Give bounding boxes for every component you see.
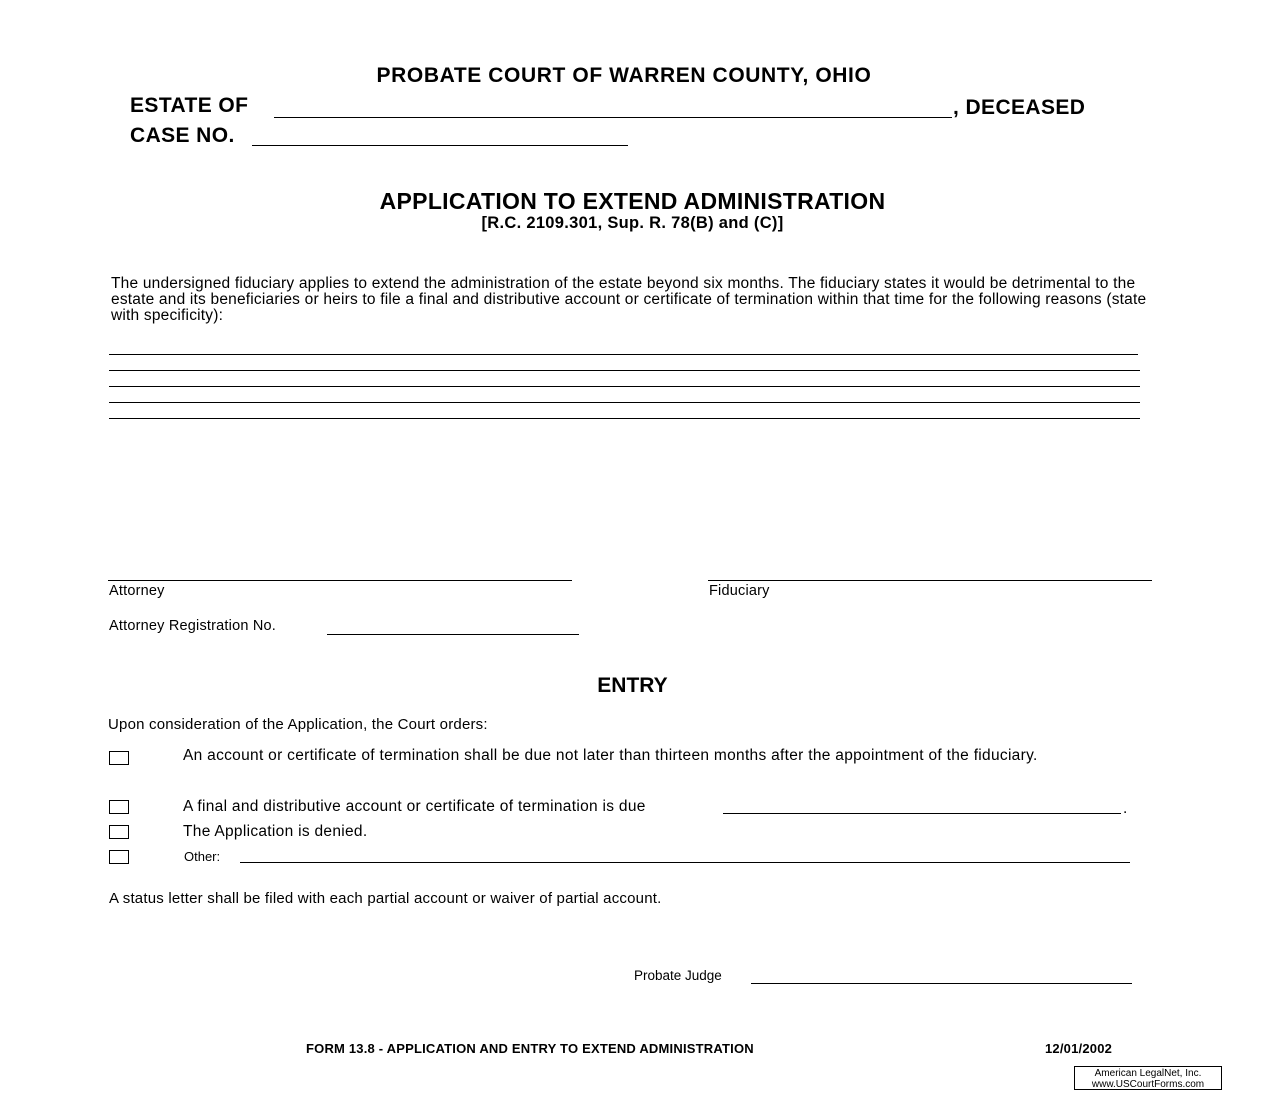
fiduciary-label: Fiduciary (709, 583, 770, 599)
stamp-website: www.USCourtForms.com (1091, 1079, 1205, 1090)
final-account-due-date-field[interactable] (723, 813, 1121, 814)
form-title: FORM 13.8 - APPLICATION AND ENTRY TO EXTEND ADMINISTRATION (306, 1041, 754, 1056)
option-other-label: Other: (184, 849, 221, 864)
option-other-checkbox[interactable] (109, 850, 129, 864)
reason-line-5[interactable] (109, 418, 1140, 419)
legalnet-stamp (1074, 1066, 1222, 1090)
application-citation: [R.C. 2109.301, Sup. R. 78(B) and (C)] (481, 214, 784, 232)
option-denied-checkbox[interactable] (109, 825, 129, 839)
option-thirteen-months-text: An account or certificate of termination shall be due not later than thirteen months after the appointment of the fiduciary. (183, 747, 1038, 764)
reason-line-4[interactable] (109, 402, 1140, 403)
status-letter-text: A status letter shall be filed with each partial account or waiver of partial account. (109, 890, 662, 907)
reason-line-2[interactable] (109, 370, 1140, 371)
entry-intro: Upon consideration of the Application, the Court orders: (108, 716, 488, 733)
probate-judge-label: Probate Judge (634, 968, 722, 983)
final-account-period: . (1123, 800, 1128, 817)
option-final-account-text: A final and distributive account or certificate of termination is due (183, 798, 646, 815)
reason-line-3[interactable] (109, 386, 1140, 387)
attorney-registration-field[interactable] (327, 634, 579, 635)
application-intro: The undersigned fiduciary applies to extend the administration of the estate beyond six months. The fiduciary states it would be detrimental to the estate and its beneficiaries or heirs to file a final and distributive account or certificate of termination within that time for the following reasons (state with specificity): (111, 275, 1147, 324)
court-title: PROBATE COURT OF WARREN COUNTY, OHIO (376, 64, 872, 87)
application-title: APPLICATION TO EXTEND ADMINISTRATION (379, 188, 886, 214)
option-final-account-checkbox[interactable] (109, 800, 129, 814)
probate-judge-signature-line[interactable] (751, 983, 1132, 984)
deceased-label: , DECEASED (953, 96, 1086, 119)
form-date: 12/01/2002 (1045, 1041, 1113, 1056)
stamp-company: American LegalNet, Inc. (1094, 1068, 1202, 1079)
attorney-registration-label: Attorney Registration No. (109, 618, 276, 634)
case-number-label: CASE NO. (130, 124, 235, 147)
case-number-field[interactable] (252, 145, 628, 146)
estate-label: ESTATE OF (130, 94, 249, 117)
attorney-signature-line[interactable] (108, 580, 572, 581)
estate-name-field[interactable] (274, 117, 952, 118)
reason-line-1[interactable] (109, 354, 1138, 355)
option-thirteen-months-checkbox[interactable] (109, 751, 129, 765)
fiduciary-signature-line[interactable] (708, 580, 1152, 581)
attorney-label: Attorney (109, 583, 165, 599)
option-denied-text: The Application is denied. (183, 823, 368, 840)
entry-title: ENTRY (597, 674, 668, 697)
other-order-field[interactable] (240, 862, 1130, 863)
